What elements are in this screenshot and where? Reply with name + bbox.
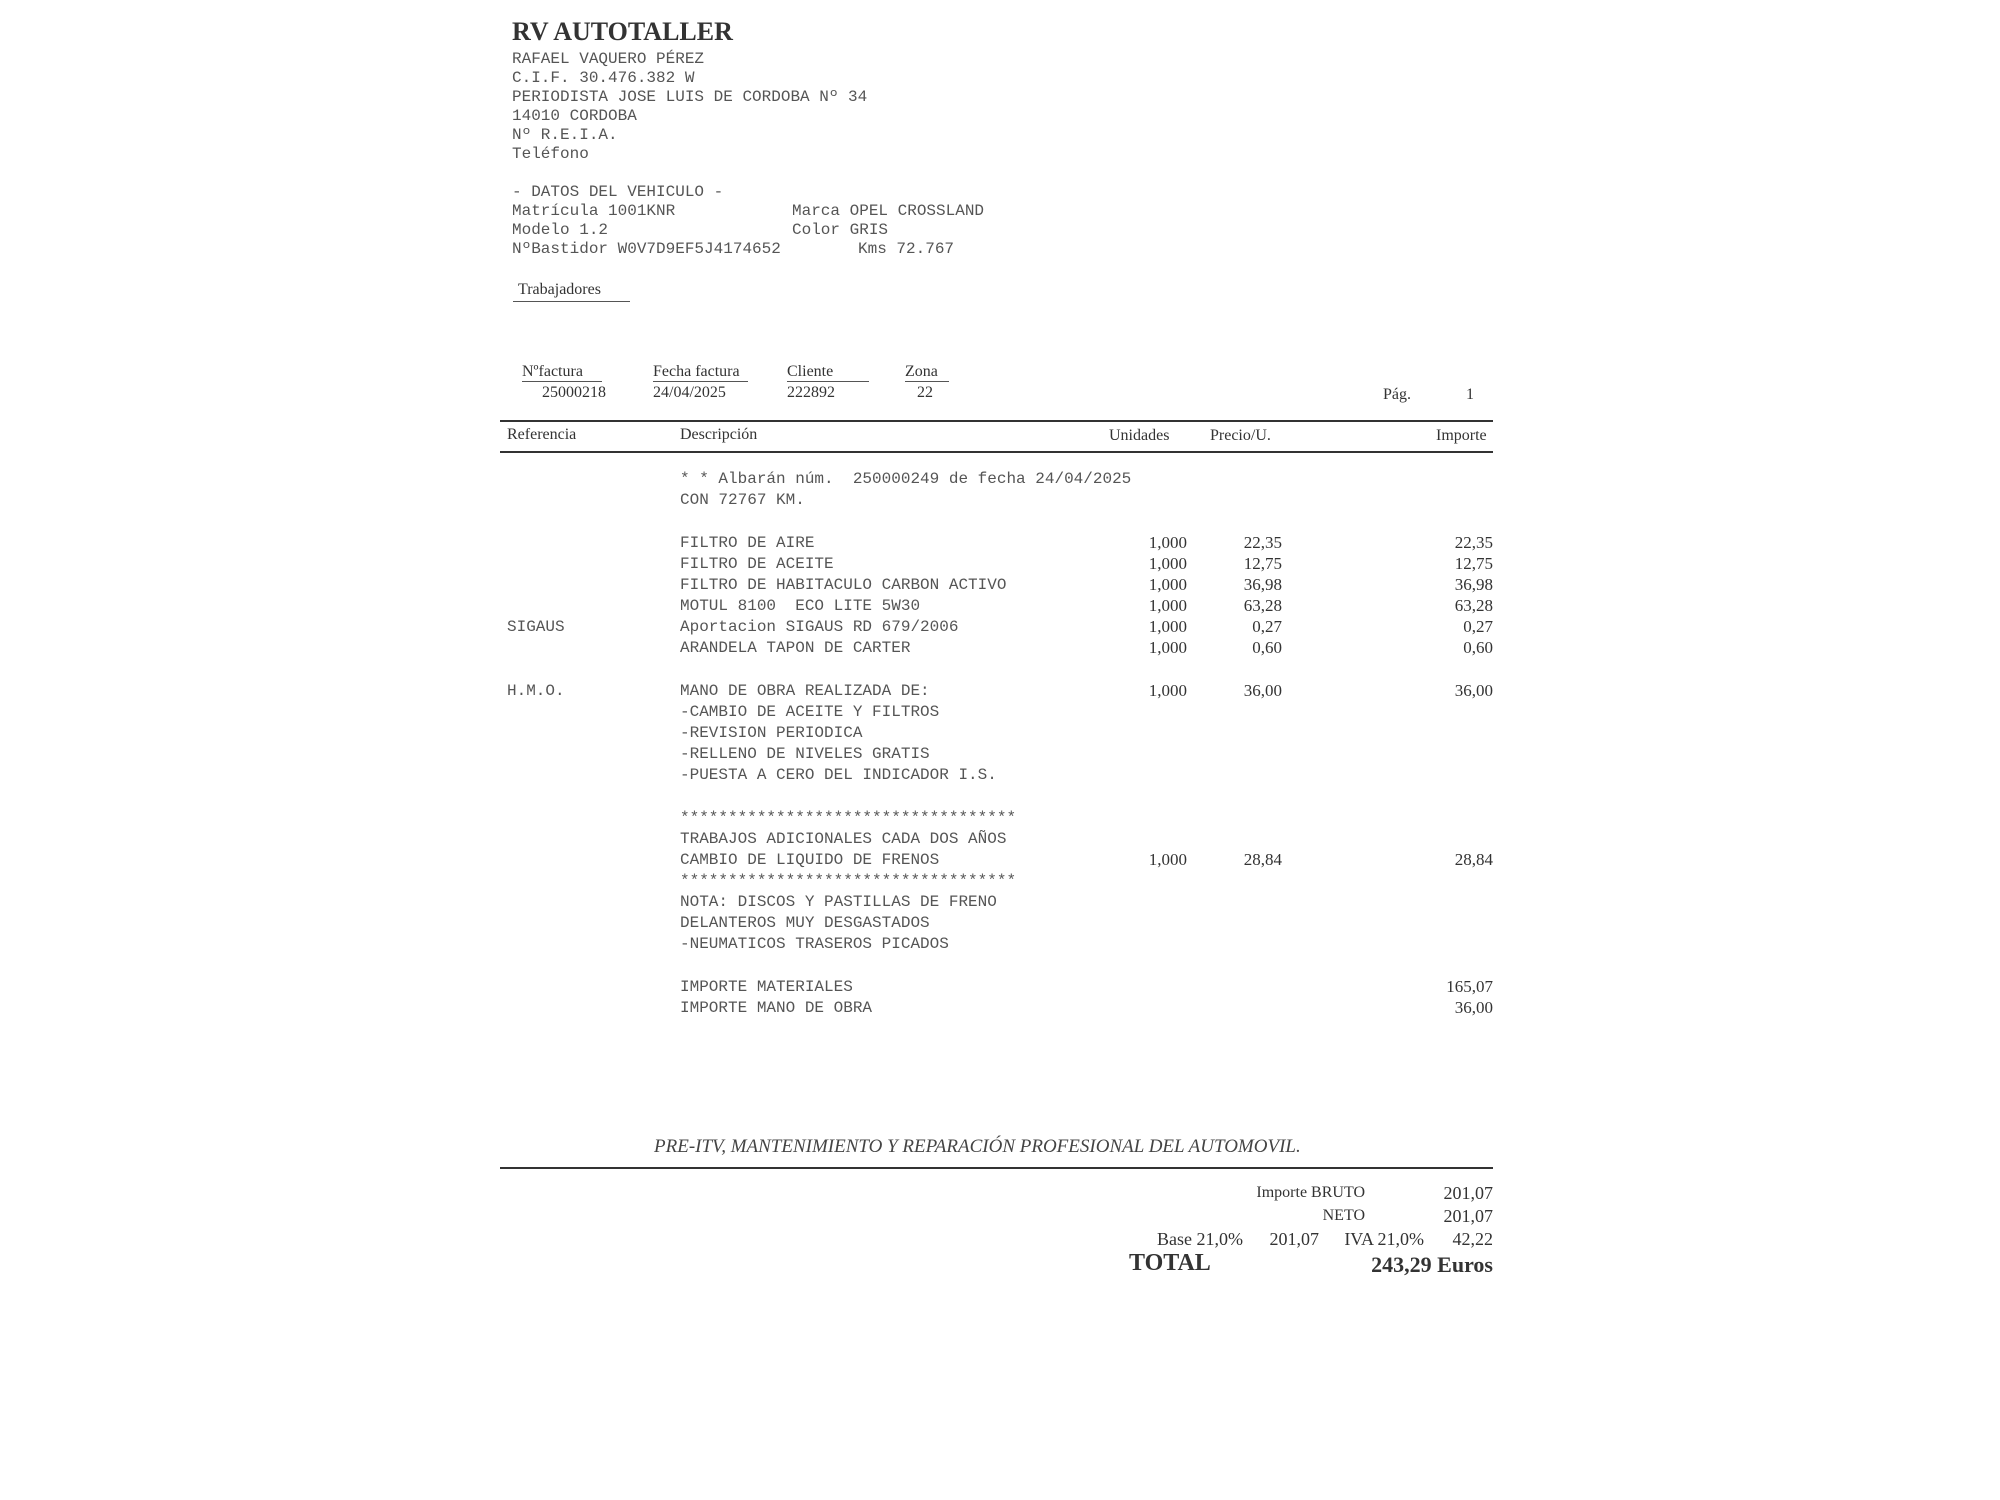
row-price: 63,28 <box>1243 596 1282 615</box>
row-units: 1,000 <box>1148 575 1187 594</box>
row-description: ARANDELA TAPON DE CARTER <box>680 639 911 657</box>
table-row <box>0 998 2000 1019</box>
row-amount: 165,07 <box>1446 977 1493 996</box>
col-header-units: Unidades <box>1109 427 1170 444</box>
footer-rule <box>500 1167 1493 1169</box>
table-row <box>0 554 2000 575</box>
vehicle-kms: Kms 72.767 <box>858 240 955 258</box>
table-row <box>0 765 2000 786</box>
total-value: 243,29 Euros <box>1371 1252 1493 1277</box>
vat-label: IVA 21,0% <box>1344 1229 1424 1249</box>
table-row <box>0 596 2000 617</box>
net-label: NETO <box>1322 1207 1365 1224</box>
vehicle-right-column <box>792 202 984 259</box>
company-details <box>512 50 867 164</box>
vehicle-section-title: - DATOS DEL VEHICULO - <box>512 183 724 201</box>
col-header-amount: Importe <box>1436 427 1487 444</box>
row-units: 1,000 <box>1148 638 1187 657</box>
table-row <box>0 617 2000 638</box>
row-description: IMPORTE MANO DE OBRA <box>680 999 873 1017</box>
vehicle-color: Color GRIS <box>792 221 889 239</box>
row-units: 1,000 <box>1148 617 1187 636</box>
table-row <box>0 681 2000 702</box>
row-description: NOTA: DISCOS Y PASTILLAS DE FRENO <box>680 893 997 911</box>
total-label: TOTAL <box>1129 1250 1211 1276</box>
row-description: Aportacion SIGAUS RD 679/2006 <box>680 618 959 636</box>
table-row <box>0 850 2000 871</box>
row-description: TRABAJOS ADICIONALES CADA DOS AÑOS <box>680 830 1007 848</box>
row-amount: 0,27 <box>1463 617 1493 636</box>
table-row <box>0 808 2000 829</box>
col-header-price: Precio/U. <box>1210 427 1271 444</box>
row-reference: SIGAUS <box>507 618 565 636</box>
row-amount: 36,00 <box>1454 998 1493 1017</box>
row-amount: 63,28 <box>1454 596 1493 615</box>
company-address: PERIODISTA JOSE LUIS DE CORDOBA Nº 34 <box>512 88 868 106</box>
row-description: MANO DE OBRA REALIZADA DE: <box>680 682 930 700</box>
table-row <box>0 638 2000 659</box>
row-price: 0,27 <box>1252 617 1282 636</box>
vehicle-vin: NºBastidor W0V7D9EF5J4174652 <box>512 240 781 258</box>
row-description: CON 72767 KM. <box>680 491 805 509</box>
row-description: FILTRO DE ACEITE <box>680 555 834 573</box>
vehicle-model: Modelo 1.2 <box>512 221 609 239</box>
table-row <box>0 829 2000 850</box>
zone-value: 22 <box>917 384 933 401</box>
row-reference: H.M.O. <box>507 682 565 700</box>
table-row <box>0 977 2000 998</box>
table-top-rule <box>500 420 1493 422</box>
zone-label: Zona <box>905 363 949 382</box>
col-header-reference: Referencia <box>507 426 577 443</box>
row-price: 22,35 <box>1243 533 1282 552</box>
row-amount: 22,35 <box>1454 533 1493 552</box>
row-amount: 0,60 <box>1463 638 1493 657</box>
vat-value: 42,22 <box>1452 1229 1493 1249</box>
vehicle-left-column <box>512 202 781 259</box>
company-phone: Teléfono <box>512 145 589 163</box>
row-price: 0,60 <box>1252 638 1282 657</box>
table-row <box>0 934 2000 955</box>
row-amount: 36,98 <box>1454 575 1493 594</box>
row-description: *********************************** <box>680 872 1017 890</box>
row-units: 1,000 <box>1148 596 1187 615</box>
table-row <box>0 575 2000 596</box>
net-value: 201,07 <box>1443 1206 1493 1226</box>
invoice-date-label: Fecha factura <box>653 363 748 382</box>
vehicle-brand: Marca OPEL CROSSLAND <box>792 202 985 220</box>
table-row <box>0 533 2000 554</box>
vehicle-plate: Matrícula 1001KNR <box>512 202 676 220</box>
row-price: 36,00 <box>1243 681 1282 700</box>
row-description: IMPORTE MATERIALES <box>680 978 853 996</box>
row-amount: 28,84 <box>1454 850 1493 869</box>
row-description: -REVISION PERIODICA <box>680 724 863 742</box>
row-price: 36,98 <box>1243 575 1282 594</box>
row-description: -NEUMATICOS TRASEROS PICADOS <box>680 935 949 953</box>
gross-value: 201,07 <box>1443 1183 1493 1203</box>
company-city: 14010 CORDOBA <box>512 107 637 125</box>
client-label: Cliente <box>787 363 869 382</box>
table-row <box>0 469 2000 490</box>
company-reia: Nº R.E.I.A. <box>512 126 618 144</box>
client-value: 222892 <box>787 384 835 401</box>
table-row <box>0 913 2000 934</box>
row-description: -RELLENO DE NIVELES GRATIS <box>680 745 930 763</box>
table-header-rule <box>500 451 1493 453</box>
row-description: -CAMBIO DE ACEITE Y FILTROS <box>680 703 940 721</box>
row-price: 12,75 <box>1243 554 1282 573</box>
table-row <box>0 702 2000 723</box>
company-owner: RAFAEL VAQUERO PÉREZ <box>512 50 705 68</box>
row-description: * * Albarán núm. 250000249 de fecha 24/04/2025 <box>680 470 1132 488</box>
row-units: 1,000 <box>1148 850 1187 869</box>
table-row <box>0 490 2000 511</box>
page-label: Pág. <box>1383 386 1411 403</box>
col-header-description: Descripción <box>680 426 758 443</box>
company-cif: C.I.F. 30.476.382 W <box>512 69 695 87</box>
gross-label: Importe BRUTO <box>1256 1184 1365 1201</box>
row-units: 1,000 <box>1148 533 1187 552</box>
row-units: 1,000 <box>1148 681 1187 700</box>
row-units: 1,000 <box>1148 554 1187 573</box>
footer-slogan: PRE-ITV, MANTENIMIENTO Y REPARACIÓN PROFESIONAL DEL AUTOMOVIL. <box>654 1136 1301 1157</box>
table-row <box>0 871 2000 892</box>
row-description: FILTRO DE HABITACULO CARBON ACTIVO <box>680 576 1007 594</box>
table-row <box>0 723 2000 744</box>
row-description: DELANTEROS MUY DESGASTADOS <box>680 914 930 932</box>
table-row <box>0 744 2000 765</box>
row-description: MOTUL 8100 ECO LITE 5W30 <box>680 597 921 615</box>
invoice-date-value: 24/04/2025 <box>653 384 726 401</box>
row-amount: 36,00 <box>1454 681 1493 700</box>
invoice-number-label: Nºfactura <box>522 363 602 382</box>
row-description: -PUESTA A CERO DEL INDICADOR I.S. <box>680 766 997 784</box>
row-description: CAMBIO DE LIQUIDO DE FRENOS <box>680 851 940 869</box>
row-price: 28,84 <box>1243 850 1282 869</box>
workers-label: Trabajadores <box>513 281 630 302</box>
base-label: Base 21,0% <box>1157 1229 1243 1249</box>
row-description: FILTRO DE AIRE <box>680 534 815 552</box>
company-name: RV AUTOTALLER <box>512 17 733 46</box>
page-number: 1 <box>1466 386 1474 403</box>
invoice-number-value: 25000218 <box>542 384 606 401</box>
table-row <box>0 892 2000 913</box>
base-value: 201,07 <box>1269 1229 1319 1249</box>
row-amount: 12,75 <box>1454 554 1493 573</box>
row-description: *********************************** <box>680 809 1017 827</box>
